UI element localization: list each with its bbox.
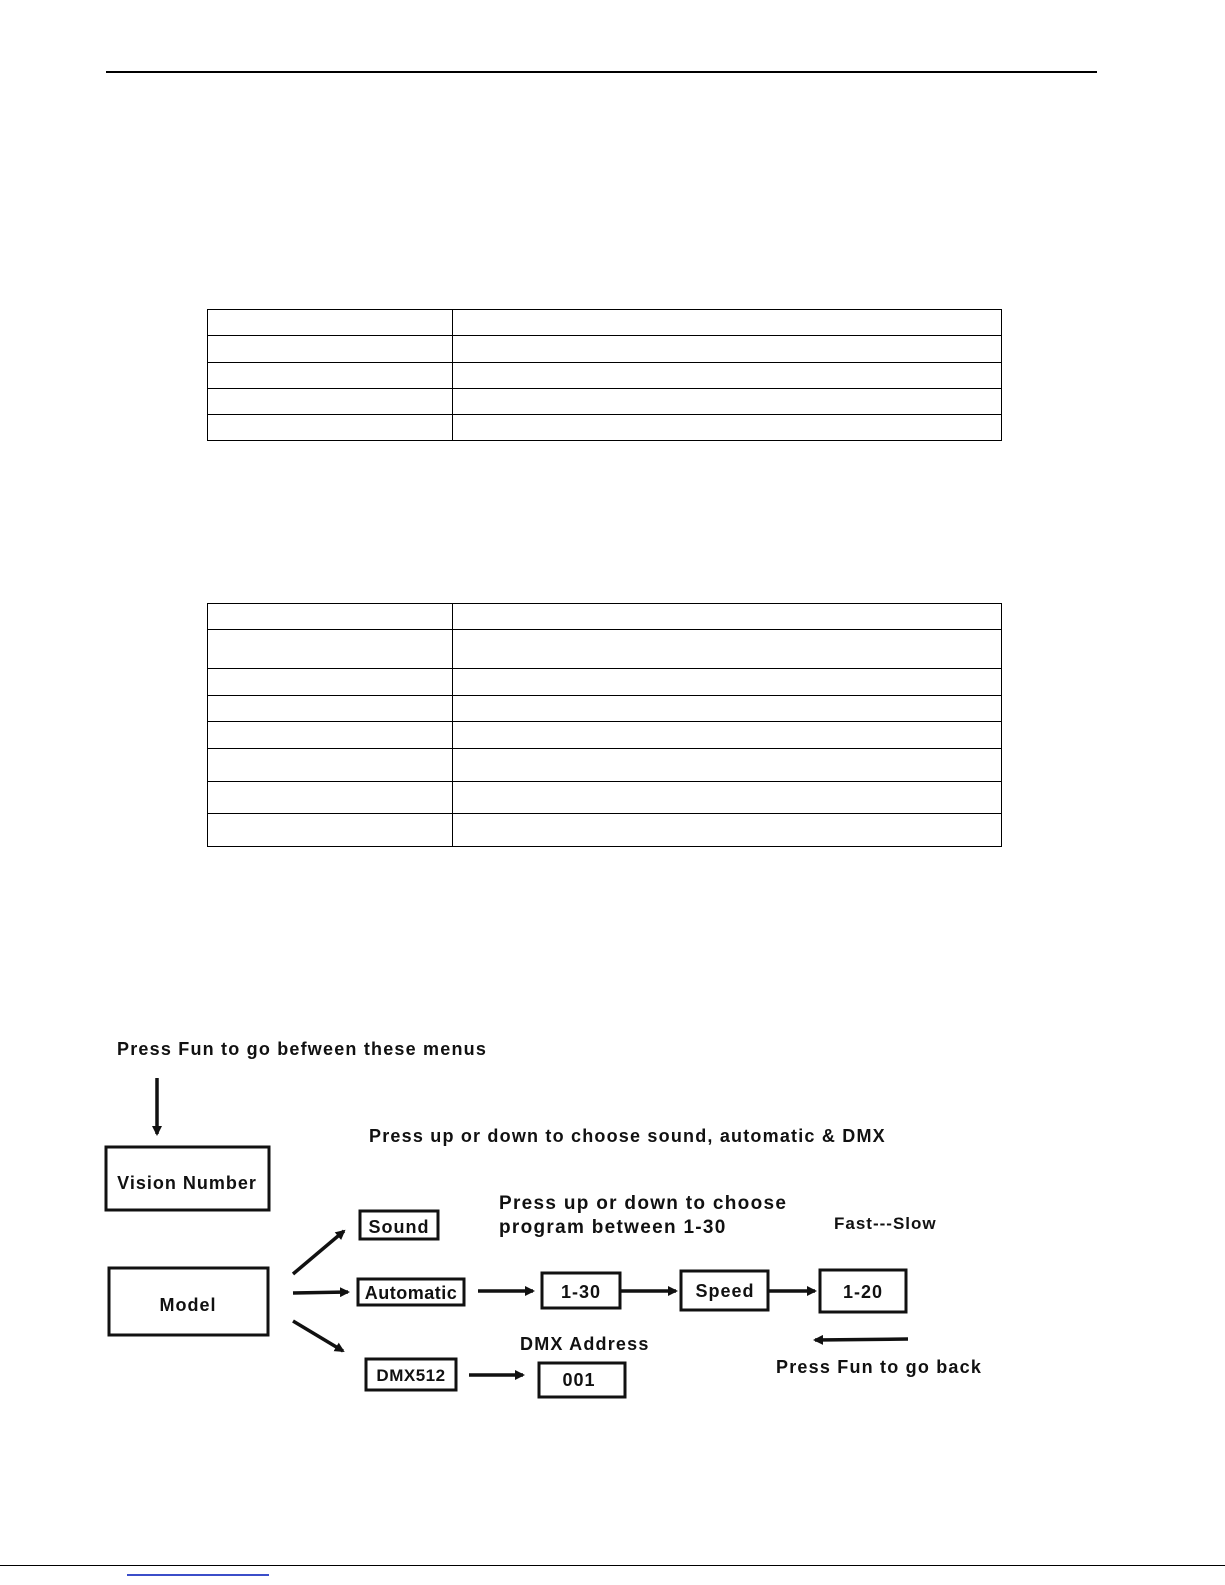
program-range-label: 1-30 [560,1282,602,1302]
speed-range-value: 1-20 [842,1282,884,1302]
program-instruction-line2: program between 1-30 [499,1217,727,1238]
program-instruction-line1: Press up or down to choose [499,1193,788,1214]
arrow-to-automatic [293,1292,348,1293]
dmx-address-value: 001 [562,1370,596,1390]
top-instruction: Press Fun to go befween these menus [117,1039,488,1059]
vision-number-label: Vision Number [117,1173,257,1193]
dmx512-label: DMX512 [376,1366,446,1385]
arrow-to-sound [293,1231,344,1274]
arrow-to-dmx512 [293,1321,343,1351]
back-instruction: Press Fun to go back [776,1357,983,1377]
speed-range-label: Fast---Slow [834,1214,937,1233]
footer-link-underline[interactable] [127,1574,269,1576]
model-label: Model [159,1295,217,1315]
mode-instruction: Press up or down to choose sound, automatic & DMX [369,1126,886,1146]
arrow-back [815,1339,908,1340]
speed-label: Speed [695,1281,755,1301]
dmx-address-label: DMX Address [520,1334,650,1354]
automatic-label: Automatic [364,1283,458,1303]
footer-rule [0,1565,1225,1566]
sound-label: Sound [368,1217,430,1237]
